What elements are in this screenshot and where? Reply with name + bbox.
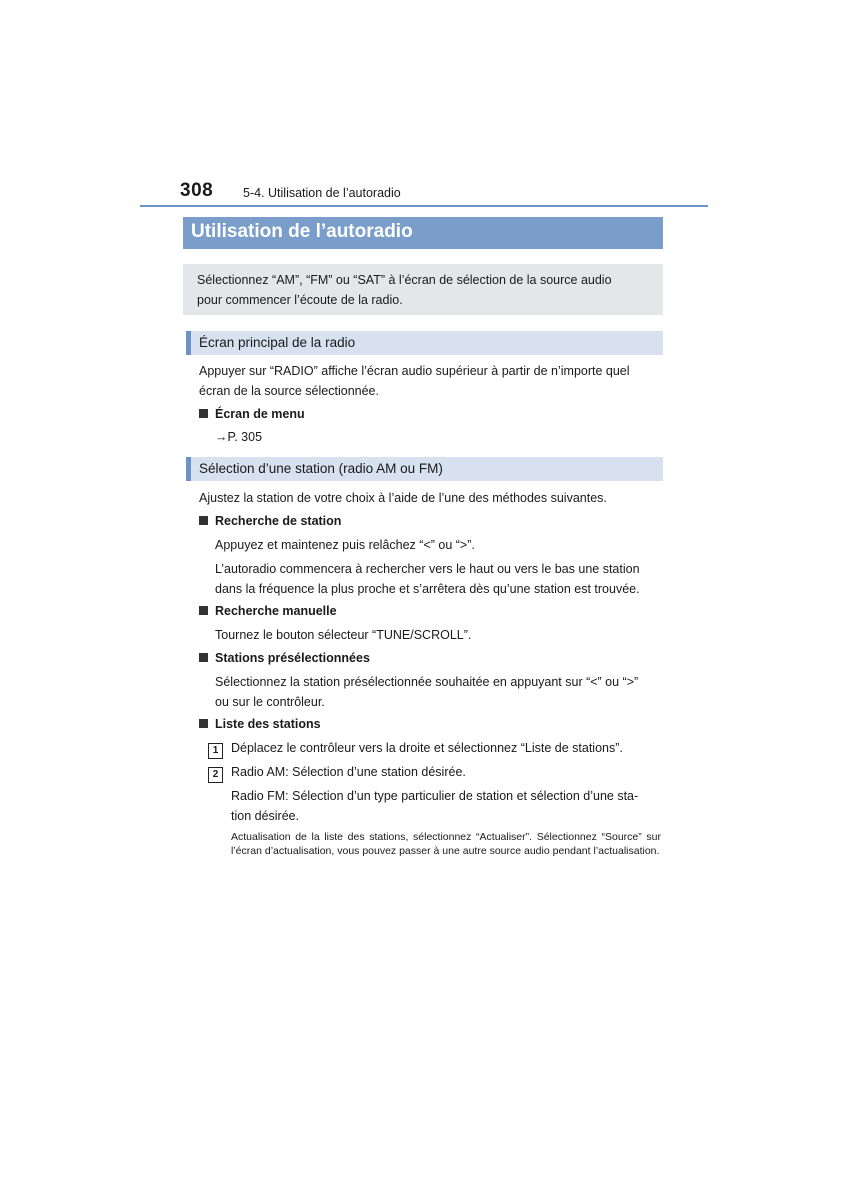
header-rule [140,205,708,207]
step-1-number: 1 [208,740,223,759]
step-2-fm-text [231,786,663,826]
bullet-preset-stations [199,649,370,667]
bullet-label: Stations présélectionnées [215,651,370,665]
step-1-text: Déplacez le contrôleur vers la droite et sélectionnez “Liste de stations”. [231,741,623,755]
section1-line-1: Appuyer sur “RADIO” affiche l’écran audio supérieur à partir de n’importe quel [199,364,630,378]
intro-line-1: Sélectionnez “AM”, “FM” ou “SAT” à l’écran de sélection de la source audio [197,273,612,287]
square-bullet-icon [199,653,208,662]
step-2-number: 2 [208,764,223,783]
bullet1-body [215,535,665,599]
square-bullet-icon [199,606,208,615]
section2-intro: Ajustez la station de votre choix à l’aide de l’une des méthodes suivantes. [199,491,607,505]
bullet-station-search [199,512,341,530]
bullet1-line-2: L’autoradio commencera à rechercher vers le haut ou vers le bas une station [215,562,640,576]
bullet3-line-2: ou sur le contrôleur. [215,695,325,709]
bullet-label: Liste des stations [215,717,321,731]
section-heading-main-screen: Écran principal de la radio [186,331,663,355]
bullet2-body: Tournez le bouton sélecteur “TUNE/SCROLL”. [215,628,472,642]
square-bullet-icon [199,409,208,418]
page-number: 308 [180,180,214,201]
bullet1-line-3: dans la fréquence la plus proche et s’arrêtera dès qu’une station est trouvée. [215,582,640,596]
running-head: 5-4. Utilisation de l’autoradio [243,186,401,200]
bullet-station-list [199,715,321,733]
update-note: Actualisation de la liste des stations, sélectionnez “Actualiser”. Sélectionnez “Source” sur l’écran d’actualisation, vous pouvez passer à une autre source audio pendant l’actualisation. [231,831,661,857]
bullet-label: Recherche manuelle [215,604,337,618]
step-2-text: Radio AM: Sélection d’une station désirée. [231,765,466,779]
intro-line-2: pour commencer l’écoute de la radio. [197,292,403,307]
bullet-label: Recherche de station [215,514,342,528]
section-heading-station-selection: Sélection d’une station (radio AM ou FM) [186,457,663,481]
bullet3-line-1: Sélectionnez la station présélectionnée souhaitée en appuyant sur “<” ou “>” [215,675,639,689]
page-title: Utilisation de l’autoradio [183,217,663,249]
bullet1-line-1: Appuyez et maintenez puis relâchez “<” ou “>”. [215,538,475,552]
step-2-fm-line-1: Radio FM: Sélection d’un type particulier de station et sélection d’une sta- [231,789,639,803]
section1-paragraph [199,361,661,401]
bullet-manual-search [199,602,337,620]
intro-box [183,264,663,315]
bullet-label: Écran de menu [215,407,305,421]
square-bullet-icon [199,516,208,525]
page-reference-link[interactable]: →P. 305 [215,430,263,444]
bullet-menu-screen [199,405,305,423]
bullet3-body [215,672,665,712]
section1-line-2: écran de la source sélectionnée. [199,384,379,398]
square-bullet-icon [199,719,208,728]
step-2-fm-line-2: tion désirée. [231,809,300,823]
